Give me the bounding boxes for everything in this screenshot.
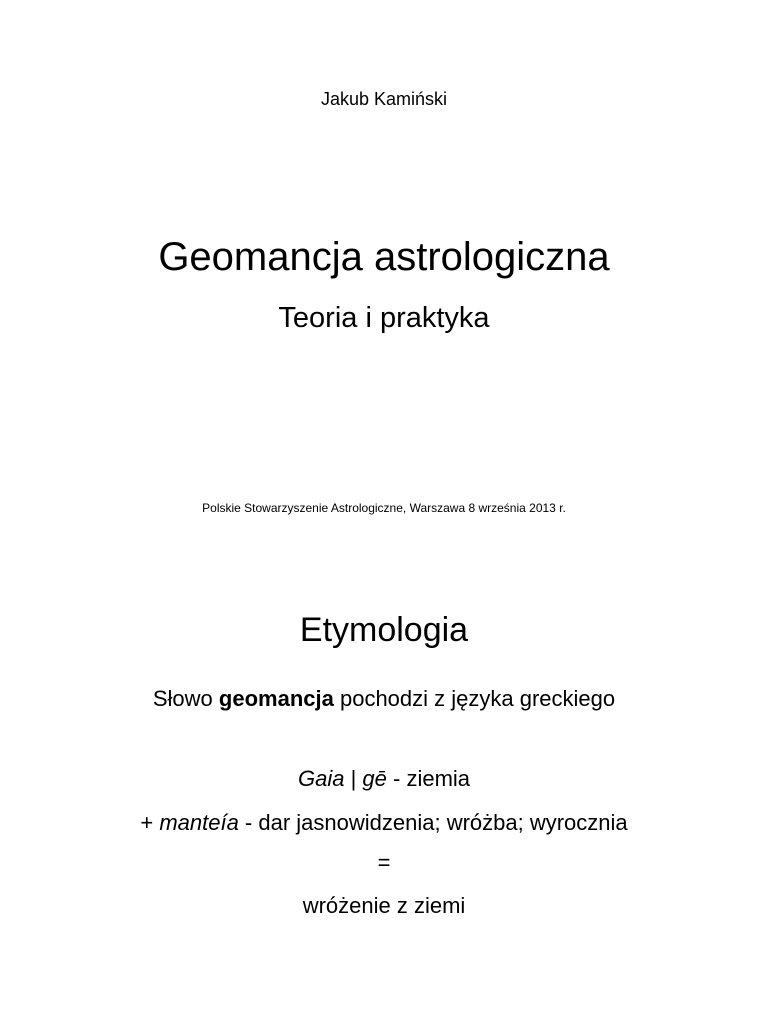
intro-text-after: pochodzi z języka greckiego: [333, 686, 616, 711]
etymology-intro: [0, 688, 768, 710]
term-manteia-meaning: - dar jasnowidzenia; wróżba; wyrocznia: [238, 810, 628, 835]
document-subtitle: Teoria i praktyka: [278, 302, 490, 334]
author-name: Jakub Kamiński: [320, 89, 448, 109]
section-heading: Etymologia: [299, 611, 469, 649]
term-manteia: manteía: [159, 810, 239, 835]
term-gaia: Gaia: [297, 766, 345, 791]
term-ge: gē: [362, 766, 387, 791]
term-separator: |: [344, 766, 363, 791]
intro-keyword: geomancja: [218, 686, 334, 711]
publisher-date-line: Polskie Stowarzyszenie Astrologiczne, Warszawa 8 września 2013 r.: [202, 501, 566, 515]
document-title: Geomancja astrologiczna: [158, 235, 610, 279]
term-earth-meaning: - ziemia: [386, 766, 471, 791]
intro-text-before: Słowo: [152, 686, 219, 711]
etymology-line-earth: [0, 768, 768, 790]
etymology-result: wróżenie z ziemi: [302, 893, 466, 918]
plus-sign: +: [140, 810, 160, 835]
etymology-line-divination: [0, 812, 768, 834]
equals-sign: =: [377, 850, 391, 875]
